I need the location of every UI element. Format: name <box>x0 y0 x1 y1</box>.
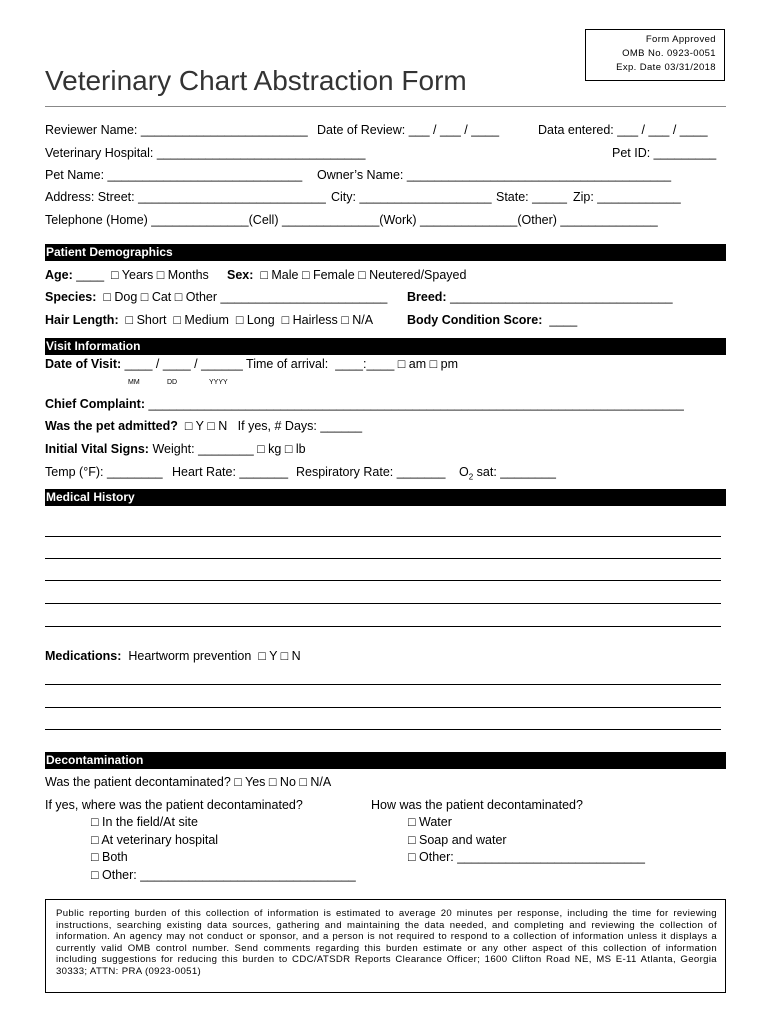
body-condition-row[interactable] <box>407 313 577 328</box>
dd-caption: DD <box>167 379 178 386</box>
admitted-label: Was the pet admitted? <box>45 419 178 433</box>
o2-sat-field[interactable] <box>459 465 556 485</box>
history-line-1[interactable] <box>45 536 721 537</box>
reviewer-name-field[interactable]: Reviewer Name: ________________________ <box>45 123 308 137</box>
chief-complaint-row[interactable] <box>45 397 684 412</box>
data-entered-field[interactable]: Data entered: ___ / ___ / ____ <box>538 123 708 137</box>
hair-length-label: Hair Length: <box>45 313 119 327</box>
zip-field[interactable]: Zip: ____________ <box>573 190 681 204</box>
how-decontaminated-label: How was the patient decontaminated? <box>371 798 583 812</box>
admitted-row[interactable] <box>45 419 362 434</box>
section-header-medical-history: Medical History <box>45 489 726 506</box>
where-option-other[interactable]: □ Other: _______________________________ <box>91 868 356 882</box>
medications-line-1[interactable] <box>45 684 721 685</box>
where-decontaminated-label: If yes, where was the patient decontaminated? <box>45 798 303 812</box>
sex-label: Sex: <box>227 268 254 282</box>
sex-options[interactable]: □ Male □ Female □ Neutered/Spayed <box>253 268 467 282</box>
where-option-both[interactable]: □ Both <box>91 850 128 864</box>
medications-line-3[interactable] <box>45 729 721 730</box>
date-time-fields[interactable]: ____ / ____ / ______ Time of arrival: ____:____ □ am □ pm <box>121 357 459 371</box>
vital-signs-row[interactable] <box>45 442 306 457</box>
how-option-other[interactable]: □ Other: ___________________________ <box>408 850 645 864</box>
telephone-fields[interactable]: Telephone (Home) ______________(Cell) ______________(Work) ______________(Other) ______________ <box>45 213 658 227</box>
how-option-water[interactable]: □ Water <box>408 815 452 829</box>
vital-signs-label: Initial Vital Signs: <box>45 442 149 456</box>
admitted-options[interactable]: □ Y □ N If yes, # Days: ______ <box>177 419 363 433</box>
yyyy-caption: YYYY <box>209 379 228 386</box>
age-row[interactable] <box>45 268 209 283</box>
hair-length-options[interactable]: □ Short □ Medium □ Long □ Hairless □ N/A <box>118 313 374 327</box>
age-label: Age: <box>45 268 73 282</box>
page-title: Veterinary Chart Abstraction Form <box>45 65 467 96</box>
pet-name-field[interactable]: Pet Name: ____________________________ <box>45 168 303 182</box>
form-approved-text: Form Approved <box>645 34 716 45</box>
section-header-decontamination: Decontamination <box>45 752 726 769</box>
heart-rate-field[interactable]: Heart Rate: _______ <box>172 465 289 479</box>
o2-sat-blank[interactable]: sat: ________ <box>473 465 556 479</box>
section-header-visit-information: Visit Information <box>45 338 726 355</box>
body-condition-label: Body Condition Score: <box>407 313 543 327</box>
body-condition-field[interactable]: ____ <box>542 313 578 327</box>
section-header-patient-demographics: Patient Demographics <box>45 244 726 261</box>
species-options[interactable]: □ Dog □ Cat □ Other ________________________ <box>96 290 388 304</box>
history-line-4[interactable] <box>45 603 721 604</box>
where-option-field[interactable]: □ In the field/At site <box>91 815 198 829</box>
hair-length-row[interactable] <box>45 313 373 328</box>
how-option-soap-water[interactable]: □ Soap and water <box>408 833 507 847</box>
breed-field[interactable]: ________________________________ <box>446 290 673 304</box>
medications-label: Medications: <box>45 649 122 663</box>
date-of-review-field[interactable]: Date of Review: ___ / ___ / ____ <box>317 123 500 137</box>
weight-field[interactable]: Weight: ________ □ kg □ lb <box>148 442 306 456</box>
where-option-hospital[interactable]: □ At veterinary hospital <box>91 833 219 847</box>
heartworm-options[interactable]: Heartworm prevention □ Y □ N <box>121 649 301 663</box>
breed-label: Breed: <box>407 290 447 304</box>
owner-name-field[interactable]: Owner’s Name: ______________________________________ <box>317 168 672 182</box>
mm-caption: MM <box>128 379 140 386</box>
species-row[interactable] <box>45 290 387 305</box>
date-of-visit-row[interactable] <box>45 357 458 372</box>
respiratory-rate-field[interactable]: Respiratory Rate: _______ <box>296 465 446 479</box>
chief-complaint-label: Chief Complaint: <box>45 397 145 411</box>
o2-prefix: O <box>459 465 469 479</box>
history-line-2[interactable] <box>45 558 721 559</box>
expiration-date-text: Exp. Date 03/31/2018 <box>616 62 716 73</box>
temperature-field[interactable]: Temp (°F): ________ <box>45 465 163 479</box>
sex-row[interactable] <box>227 268 466 283</box>
omb-number-text: OMB No. 0923-0051 <box>622 48 716 59</box>
omb-approval-box <box>585 29 725 81</box>
medications-row[interactable] <box>45 649 301 664</box>
decontaminated-question[interactable]: Was the patient decontaminated? □ Yes □ No □ N/A <box>45 775 332 789</box>
city-field[interactable]: City: ___________________ <box>331 190 492 204</box>
address-street-field[interactable]: Address: Street: ___________________________ <box>45 190 326 204</box>
breed-row[interactable] <box>407 290 673 305</box>
age-options[interactable]: ____ □ Years □ Months <box>72 268 209 282</box>
state-field[interactable]: State: _____ <box>496 190 567 204</box>
history-line-5[interactable] <box>45 626 721 627</box>
burden-statement: Public reporting burden of this collection of information is estimated to average 20 minutes per response, including the time for reviewing instructions, searching existing data sources, gathering and maintaining the data needed, and completing and reviewing the collection of information. An agency may not conduct or sponsor, and a person is not required to respond to a collection of information unless it displays a currently valid OMB control number. Send comments regarding this burden estimate or any other aspect of this collection of information including suggestions for reducing this burden to CDC/ATSDR Reports Clearance Officer; 1600 Clifton Road NE, MS E-11 Atlanta, Georgia 30333; ATTN: PRA (0923-0051) <box>45 899 726 993</box>
date-of-visit-label: Date of Visit: <box>45 357 122 371</box>
history-line-3[interactable] <box>45 580 721 581</box>
veterinary-hospital-field[interactable]: Veterinary Hospital: ______________________________ <box>45 146 366 160</box>
medications-line-2[interactable] <box>45 707 721 708</box>
species-label: Species: <box>45 290 97 304</box>
pet-id-field[interactable]: Pet ID: _________ <box>612 146 717 160</box>
o2-subscript: 2 <box>468 472 474 482</box>
title-divider <box>45 106 726 107</box>
chief-complaint-field[interactable]: _____________________________________________________________________________ <box>145 397 684 411</box>
